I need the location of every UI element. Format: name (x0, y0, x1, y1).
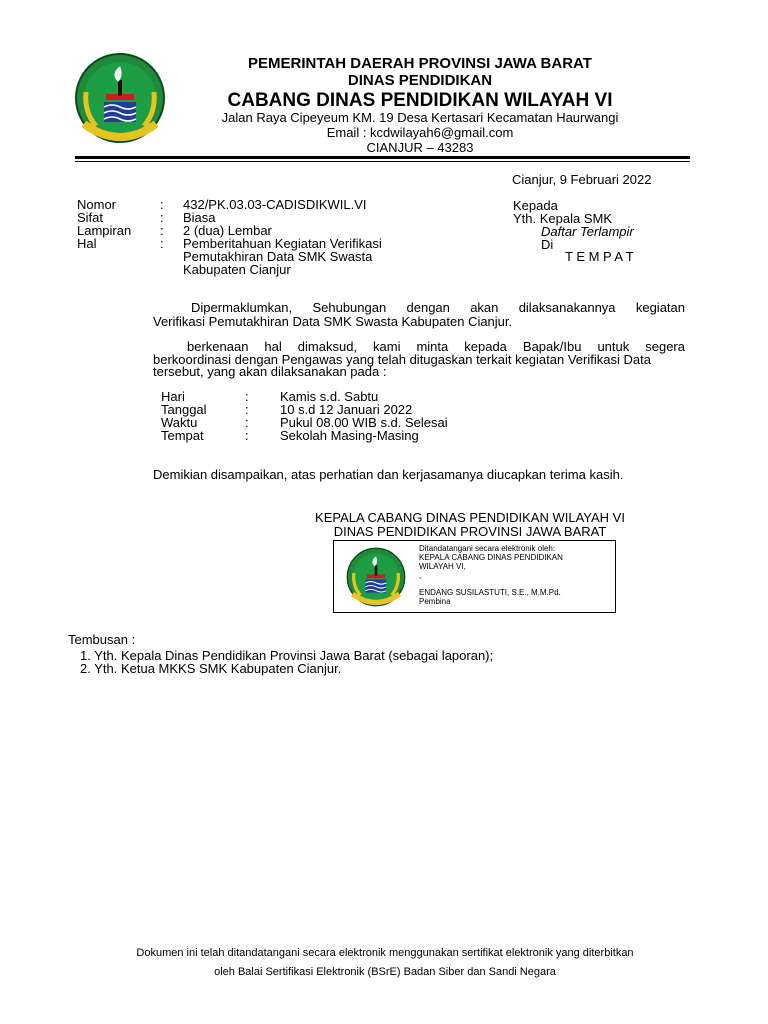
jawa-barat-emblem-icon (74, 52, 166, 144)
letterhead-email: Email : kcdwilayah6@gmail.com (326, 125, 514, 140)
hal-value-line-3: Kabupaten Cianjur (183, 262, 291, 277)
paragraph-2-line-1: berkenaan hal dimaksud, kami minta kepada Bapak/Ibu untuk segera (187, 339, 685, 354)
schedule-value-tempat: Sekolah Masing-Masing (280, 428, 419, 443)
hal-colon: : (160, 236, 164, 251)
tembusan-item: 2. Yth. Ketua MKKS SMK Kabupaten Cianjur. (80, 661, 342, 676)
letterhead-line-1: PEMERINTAH DAERAH PROVINSI JAWA BARAT (248, 55, 592, 72)
e-sign-caption: Ditandatangani secara elektronik oleh: (419, 544, 556, 553)
schedule-value-hari: Kamis s.d. Sabtu (280, 389, 379, 404)
closing-sentence: Demikian disampaikan, atas perhatian dan kerjasamanya diucapkan terima kasih. (153, 467, 624, 482)
e-sign-title-2: WILAYAH VI, (419, 562, 466, 571)
nomor-colon: : (160, 197, 164, 212)
sifat-colon: : (160, 210, 164, 225)
tembusan-item: 1. Yth. Kepala Dinas Pendidikan Provinsi Jawa Barat (sebagai laporan); (80, 648, 494, 663)
schedule-value-waktu: Pukul 08.00 WIB s.d. Selesai (280, 415, 448, 430)
schedule-label-tanggal: Tanggal (161, 402, 207, 417)
nomor-label: Nomor (77, 197, 117, 212)
tembusan-heading: Tembusan : (68, 632, 136, 647)
letter-date: Cianjur, 9 Februari 2022 (512, 172, 652, 187)
nomor-value: 432/PK.03.03-CADISDIKWIL.VI (183, 197, 367, 212)
jawa-barat-emblem-icon (346, 547, 406, 607)
footer-line-2: oleh Balai Sertifikasi Elektronik (BSrE) Badan Siber dan Sandi Negara (214, 966, 556, 978)
letterhead-city: CIANJUR – 43283 (366, 140, 474, 155)
schedule-label-hari: Hari (161, 389, 185, 404)
addressee-tempat: T E M P A T (565, 249, 634, 264)
lampiran-value: 2 (dua) Lembar (183, 223, 272, 238)
paragraph-2-line-2: berkoordinasi dengan Pengawas yang telah ditugaskan terkait kegiatan Verifikasi Data (153, 352, 651, 367)
hal-value-line-1: Pemberitahuan Kegiatan Verifikasi (183, 236, 382, 251)
e-sign-name: ENDANG SUSILASTUTI, S.E., M.M.Pd. (419, 588, 561, 597)
sifat-value: Biasa (183, 210, 216, 225)
schedule-value-tanggal: 10 s.d 12 Januari 2022 (280, 402, 413, 417)
signatory-title-1: KEPALA CABANG DINAS PENDIDIKAN WILAYAH VI (315, 510, 625, 525)
electronic-signature-box (333, 540, 616, 613)
e-sign-comma: , (419, 571, 422, 580)
lampiran-label: Lampiran (77, 223, 132, 238)
letterhead-line-2: DINAS PENDIDIKAN (347, 72, 493, 89)
schedule-colon: : (245, 415, 249, 430)
schedule-colon: : (245, 402, 249, 417)
kepada-label: Kepada (513, 198, 558, 213)
addressee-name: Yth. Kepala SMK (513, 211, 612, 226)
paragraph-1-line-2: Verifikasi Pemutakhiran Data SMK Swasta Kabupaten Cianjur. (153, 314, 513, 329)
paragraph-1-line-1: Dipermaklumkan, Sehubungan dengan akan dilaksanakannya kegiatan (191, 300, 685, 315)
letterhead-rule-thin (75, 161, 690, 162)
hal-value-line-2: Pemutakhiran Data SMK Swasta (183, 249, 373, 264)
letterhead-address: Jalan Raya Cipeyeum KM. 19 Desa Kertasari Kecamatan Haurwangi (221, 110, 619, 125)
lampiran-colon: : (160, 223, 164, 238)
e-sign-rank: Pembina (419, 597, 451, 606)
footer-line-1: Dokumen ini telah ditandatangani secara elektronik menggunakan sertifikat elektronik yang diterbitkan (136, 947, 634, 959)
addressee-list: Daftar Terlampir (541, 224, 634, 239)
paragraph-2-line-3: tersebut, yang akan dilaksanakan pada : (153, 364, 387, 379)
hal-label: Hal (77, 236, 97, 251)
schedule-colon: : (245, 428, 249, 443)
letterhead-rule-thick (75, 156, 690, 159)
addressee-di: Di (541, 237, 554, 252)
sifat-label: Sifat (77, 210, 104, 225)
schedule-label-tempat: Tempat (161, 428, 204, 443)
schedule-colon: : (245, 389, 249, 404)
schedule-label-waktu: Waktu (161, 415, 198, 430)
e-sign-title-1: KEPALA CABANG DINAS PENDIDIKAN (419, 553, 563, 562)
letterhead-title: CABANG DINAS PENDIDIKAN WILAYAH VI (227, 90, 613, 111)
signatory-title-2: DINAS PENDIDIKAN PROVINSI JAWA BARAT (333, 524, 607, 539)
